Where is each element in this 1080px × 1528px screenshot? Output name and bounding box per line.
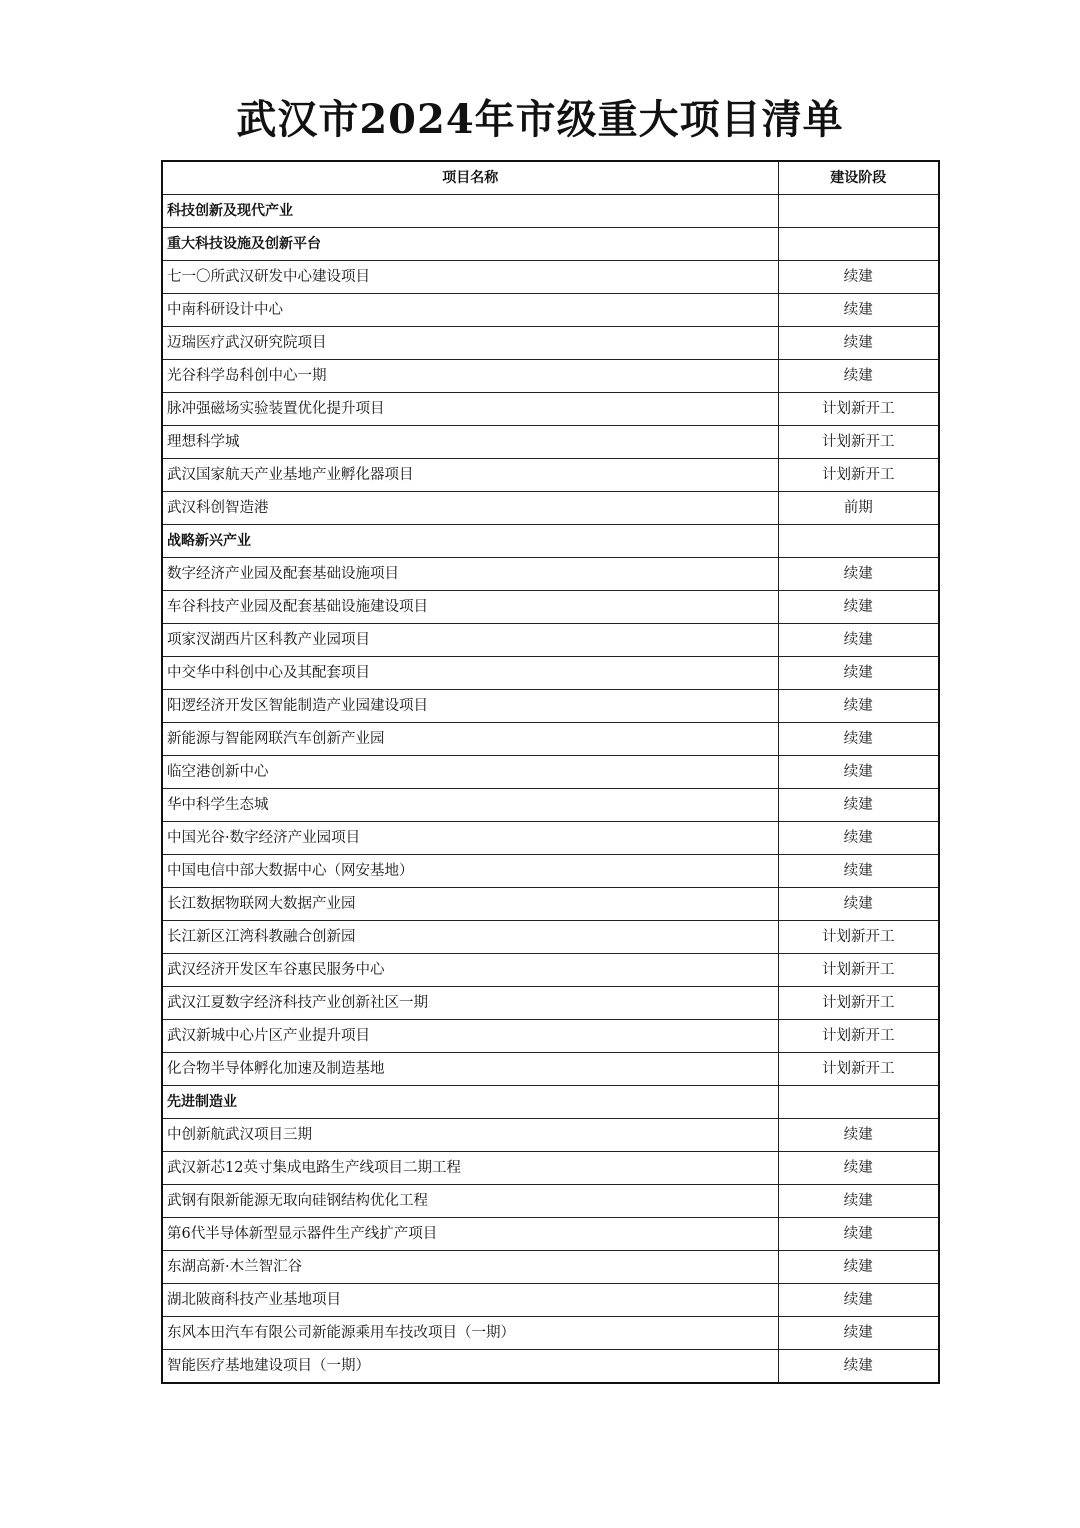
- stage-cell: 前期: [778, 492, 939, 525]
- project-name-cell: 项家汊湖西片区科教产业园项目: [162, 624, 778, 657]
- table-row: [162, 657, 939, 690]
- stage-cell: 续建: [778, 327, 939, 360]
- stage-cell: [778, 195, 939, 228]
- stage-cell: 计划新开工: [778, 393, 939, 426]
- table-row: [162, 987, 939, 1020]
- table-row: [162, 723, 939, 756]
- stage-cell: 续建: [778, 1185, 939, 1218]
- stage-cell: 续建: [778, 1152, 939, 1185]
- table-row: [162, 624, 939, 657]
- table-row: [162, 294, 939, 327]
- category-name-cell: 战略新兴产业: [162, 525, 778, 558]
- project-name-cell: 武汉国家航天产业基地产业孵化器项目: [162, 459, 778, 492]
- table-row: [162, 822, 939, 855]
- stage-cell: 计划新开工: [778, 1053, 939, 1086]
- stage-cell: 续建: [778, 558, 939, 591]
- table-row: [162, 1218, 939, 1251]
- table-row: [162, 888, 939, 921]
- table-row: [162, 855, 939, 888]
- stage-cell: [778, 1086, 939, 1119]
- stage-cell: 计划新开工: [778, 459, 939, 492]
- project-name-cell: 临空港创新中心: [162, 756, 778, 789]
- project-name-cell: 武钢有限新能源无取向硅钢结构优化工程: [162, 1185, 778, 1218]
- project-name-cell: 中国电信中部大数据中心（网安基地）: [162, 855, 778, 888]
- category-name-cell: 科技创新及现代产业: [162, 195, 778, 228]
- stage-cell: 续建: [778, 360, 939, 393]
- project-name-cell: 新能源与智能网联汽车创新产业园: [162, 723, 778, 756]
- table-row: [162, 459, 939, 492]
- project-name-cell: 第6代半导体新型显示器件生产线扩产项目: [162, 1218, 778, 1251]
- project-name-cell: 东湖高新·木兰智汇谷: [162, 1251, 778, 1284]
- project-name-cell: 车谷科技产业园及配套基础设施建设项目: [162, 591, 778, 624]
- stage-cell: [778, 525, 939, 558]
- stage-cell: 续建: [778, 690, 939, 723]
- category-name-cell: 先进制造业: [162, 1086, 778, 1119]
- project-name-cell: 中国光谷·数字经济产业园项目: [162, 822, 778, 855]
- stage-cell: 计划新开工: [778, 987, 939, 1020]
- table-row: [162, 1251, 939, 1284]
- table-row: [162, 492, 939, 525]
- project-name-cell: 化合物半导体孵化加速及制造基地: [162, 1053, 778, 1086]
- page-title: 武汉市2024年市级重大项目清单: [236, 96, 844, 143]
- project-name-cell: 长江新区江湾科教融合创新园: [162, 921, 778, 954]
- project-name-cell: 阳逻经济开发区智能制造产业园建设项目: [162, 690, 778, 723]
- table-row: [162, 1020, 939, 1053]
- table-row: [162, 591, 939, 624]
- category-row: [162, 1086, 939, 1119]
- stage-cell: 计划新开工: [778, 921, 939, 954]
- table-row: [162, 1317, 939, 1350]
- table-row: [162, 327, 939, 360]
- stage-cell: 计划新开工: [778, 954, 939, 987]
- table-row: [162, 426, 939, 459]
- project-name-cell: 东风本田汽车有限公司新能源乘用车技改项目（一期）: [162, 1317, 778, 1350]
- project-name-cell: 中南科研设计中心: [162, 294, 778, 327]
- table-row: [162, 1119, 939, 1152]
- stage-cell: 续建: [778, 1284, 939, 1317]
- project-name-cell: 武汉经济开发区车谷惠民服务中心: [162, 954, 778, 987]
- stage-cell: [778, 228, 939, 261]
- project-name-cell: 智能医疗基地建设项目（一期）: [162, 1350, 778, 1384]
- project-name-cell: 理想科学城: [162, 426, 778, 459]
- stage-cell: 计划新开工: [778, 426, 939, 459]
- stage-cell: 续建: [778, 855, 939, 888]
- project-name-cell: 迈瑞医疗武汉研究院项目: [162, 327, 778, 360]
- project-name-cell: 武汉科创智造港: [162, 492, 778, 525]
- table-row: [162, 1185, 939, 1218]
- stage-cell: 续建: [778, 294, 939, 327]
- stage-cell: 续建: [778, 1251, 939, 1284]
- table-row: [162, 558, 939, 591]
- project-name-cell: 武汉江夏数字经济科技产业创新社区一期: [162, 987, 778, 1020]
- column-header-stage: 建设阶段: [778, 161, 939, 195]
- stage-cell: 续建: [778, 591, 939, 624]
- project-name-cell: 七一〇所武汉研发中心建设项目: [162, 261, 778, 294]
- stage-cell: 续建: [778, 756, 939, 789]
- table-row: [162, 789, 939, 822]
- table-row: [162, 393, 939, 426]
- stage-cell: 计划新开工: [778, 1020, 939, 1053]
- project-name-cell: 数字经济产业园及配套基础设施项目: [162, 558, 778, 591]
- table-header-row: [162, 161, 939, 195]
- table-row: [162, 1152, 939, 1185]
- stage-cell: 续建: [778, 1350, 939, 1384]
- stage-cell: 续建: [778, 1218, 939, 1251]
- table-row: [162, 261, 939, 294]
- project-name-cell: 武汉新芯12英寸集成电路生产线项目二期工程: [162, 1152, 778, 1185]
- stage-cell: 续建: [778, 624, 939, 657]
- project-name-cell: 华中科学生态城: [162, 789, 778, 822]
- stage-cell: 续建: [778, 888, 939, 921]
- table-row: [162, 360, 939, 393]
- stage-cell: 续建: [778, 789, 939, 822]
- project-name-cell: 脉冲强磁场实验装置优化提升项目: [162, 393, 778, 426]
- table-row: [162, 1350, 939, 1384]
- category-row: [162, 228, 939, 261]
- table-row: [162, 921, 939, 954]
- project-name-cell: 光谷科学岛科创中心一期: [162, 360, 778, 393]
- stage-cell: 续建: [778, 822, 939, 855]
- project-name-cell: 中交华中科创中心及其配套项目: [162, 657, 778, 690]
- table-body: [162, 195, 939, 1384]
- category-row: [162, 525, 939, 558]
- stage-cell: 续建: [778, 261, 939, 294]
- project-name-cell: 长江数据物联网大数据产业园: [162, 888, 778, 921]
- project-name-cell: 湖北陂商科技产业基地项目: [162, 1284, 778, 1317]
- column-header-name: 项目名称: [162, 161, 778, 195]
- table-row: [162, 1053, 939, 1086]
- category-row: [162, 195, 939, 228]
- stage-cell: 续建: [778, 657, 939, 690]
- project-name-cell: 武汉新城中心片区产业提升项目: [162, 1020, 778, 1053]
- stage-cell: 续建: [778, 1317, 939, 1350]
- table-row: [162, 1284, 939, 1317]
- stage-cell: 续建: [778, 1119, 939, 1152]
- project-name-cell: 中创新航武汉项目三期: [162, 1119, 778, 1152]
- stage-cell: 续建: [778, 723, 939, 756]
- table-row: [162, 756, 939, 789]
- category-name-cell: 重大科技设施及创新平台: [162, 228, 778, 261]
- table-row: [162, 690, 939, 723]
- table-row: [162, 954, 939, 987]
- project-table: [161, 160, 940, 1384]
